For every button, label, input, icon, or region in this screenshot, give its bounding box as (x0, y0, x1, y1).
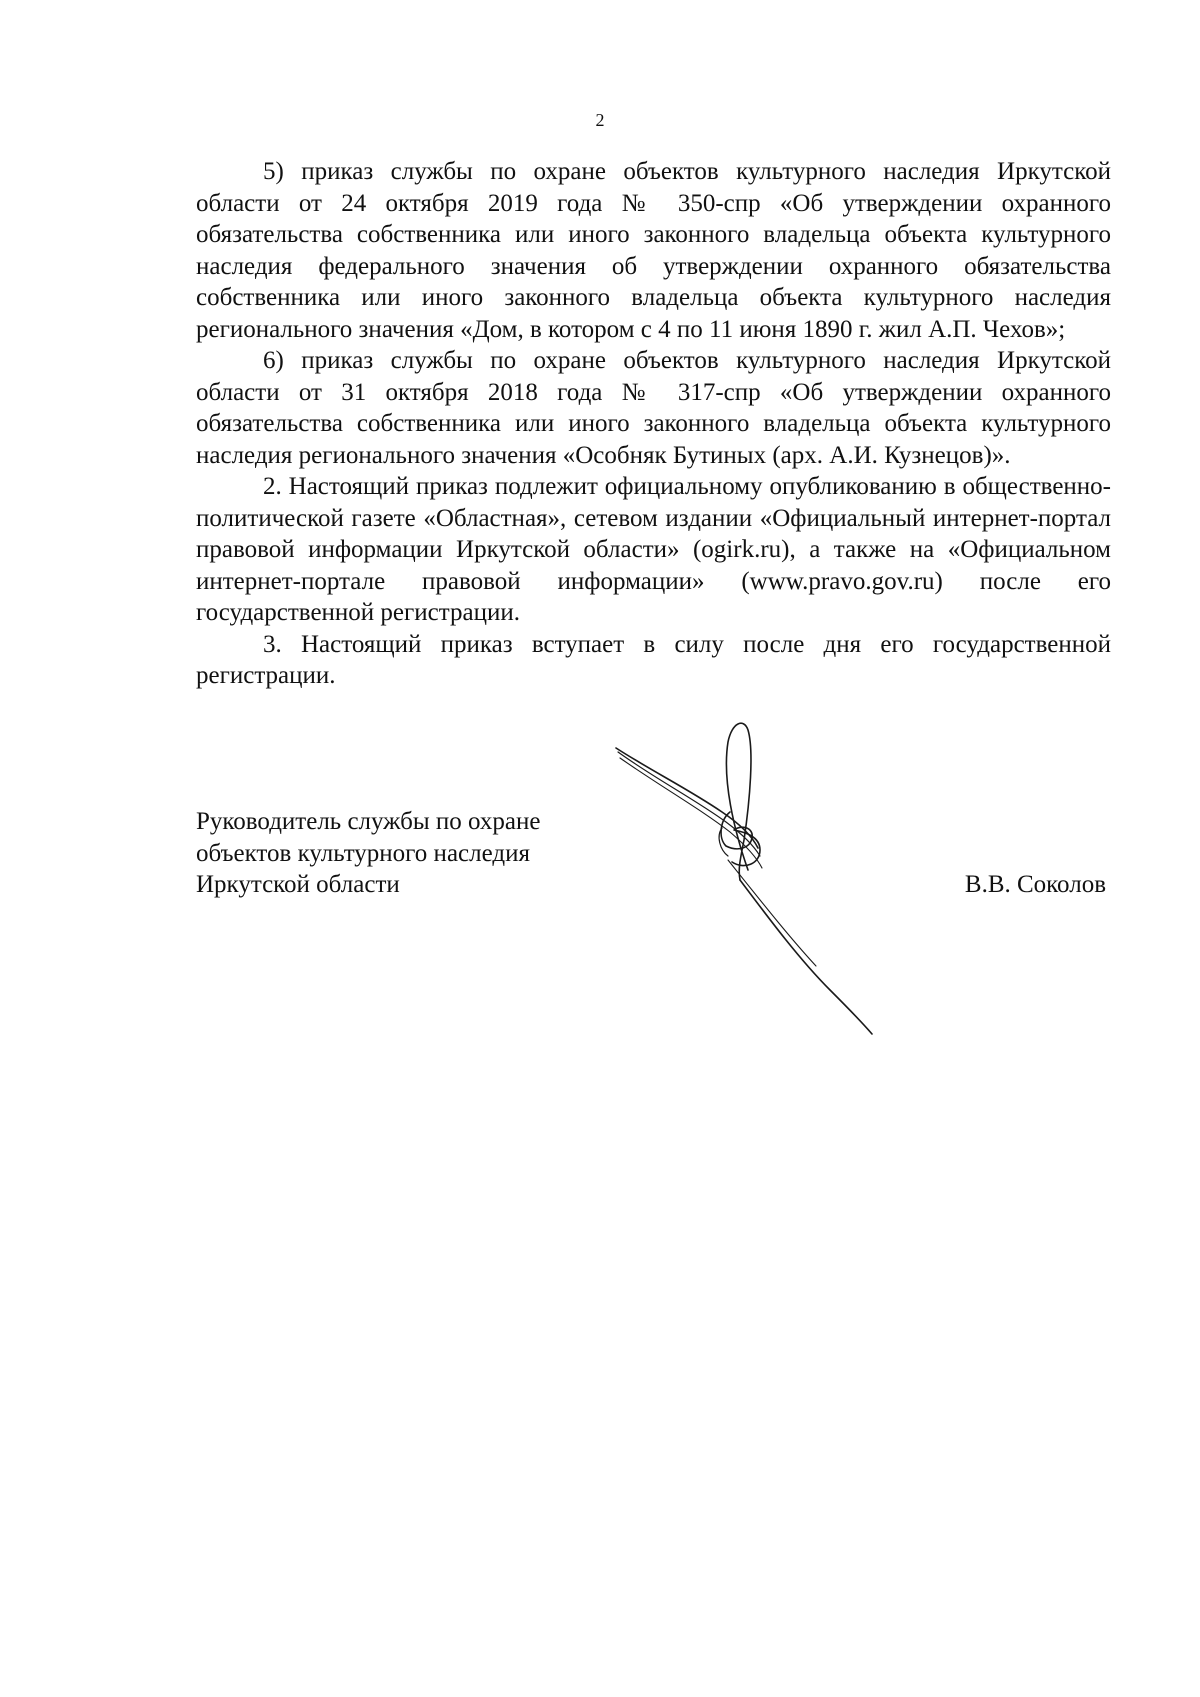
signer-title-line: Иркутской области (196, 871, 400, 898)
paragraph-item-5: 5) приказ службы по охране объектов культурного наследия Иркутской области от 24 октября 2019 года № 350-спр «Об утверждении охранного обязательства собственника или иного законного владельца объекта культурного наследия федерального значения об утверждении охранного обязательства собственника или иного законного владельца объекта культурного наследия регионального значения «Дом, в котором с 4 по 11 июня 1890 г. жил А.П. Чехов»; (196, 158, 1111, 343)
paragraph-publication: 2. Настоящий приказ подлежит официальному опубликованию в общественно-политической газете «Областная», сетевом издании «Официальный интернет-портал правовой информации Иркутской области» (ogirk.ru), а также на «Официальном интернет-портале правовой информации» (www.pravo.gov.ru) после его государственной регистрации. (196, 473, 1111, 626)
signature-stroke (620, 758, 762, 868)
signer-title (196, 806, 616, 901)
signature-stroke (726, 723, 751, 880)
handwritten-signature (610, 720, 910, 1050)
signature-stroke (728, 860, 816, 966)
signature-stroke (740, 880, 872, 1034)
page-number: 2 (595, 110, 605, 130)
signer-name: В.В. Соколов (964, 871, 1106, 898)
document-body (196, 156, 1111, 692)
paragraph-item-6: 6) приказ службы по охране объектов культурного наследия Иркутской области от 31 октября 2018 года № 317-спр «Об утверждении охранного обязательства собственника или иного законного владельца объекта культурного наследия регионального значения «Особняк Бутиных (арх. А.И. Кузнецов)». (196, 347, 1111, 469)
paragraph-effective-date: 3. Настоящий приказ вступает в силу после дня его государственной регистрации. (196, 630, 1111, 689)
signer-title-line: объектов культурного наследия (196, 839, 530, 867)
signer-title-line: Руководитель службы по охране (196, 808, 541, 835)
